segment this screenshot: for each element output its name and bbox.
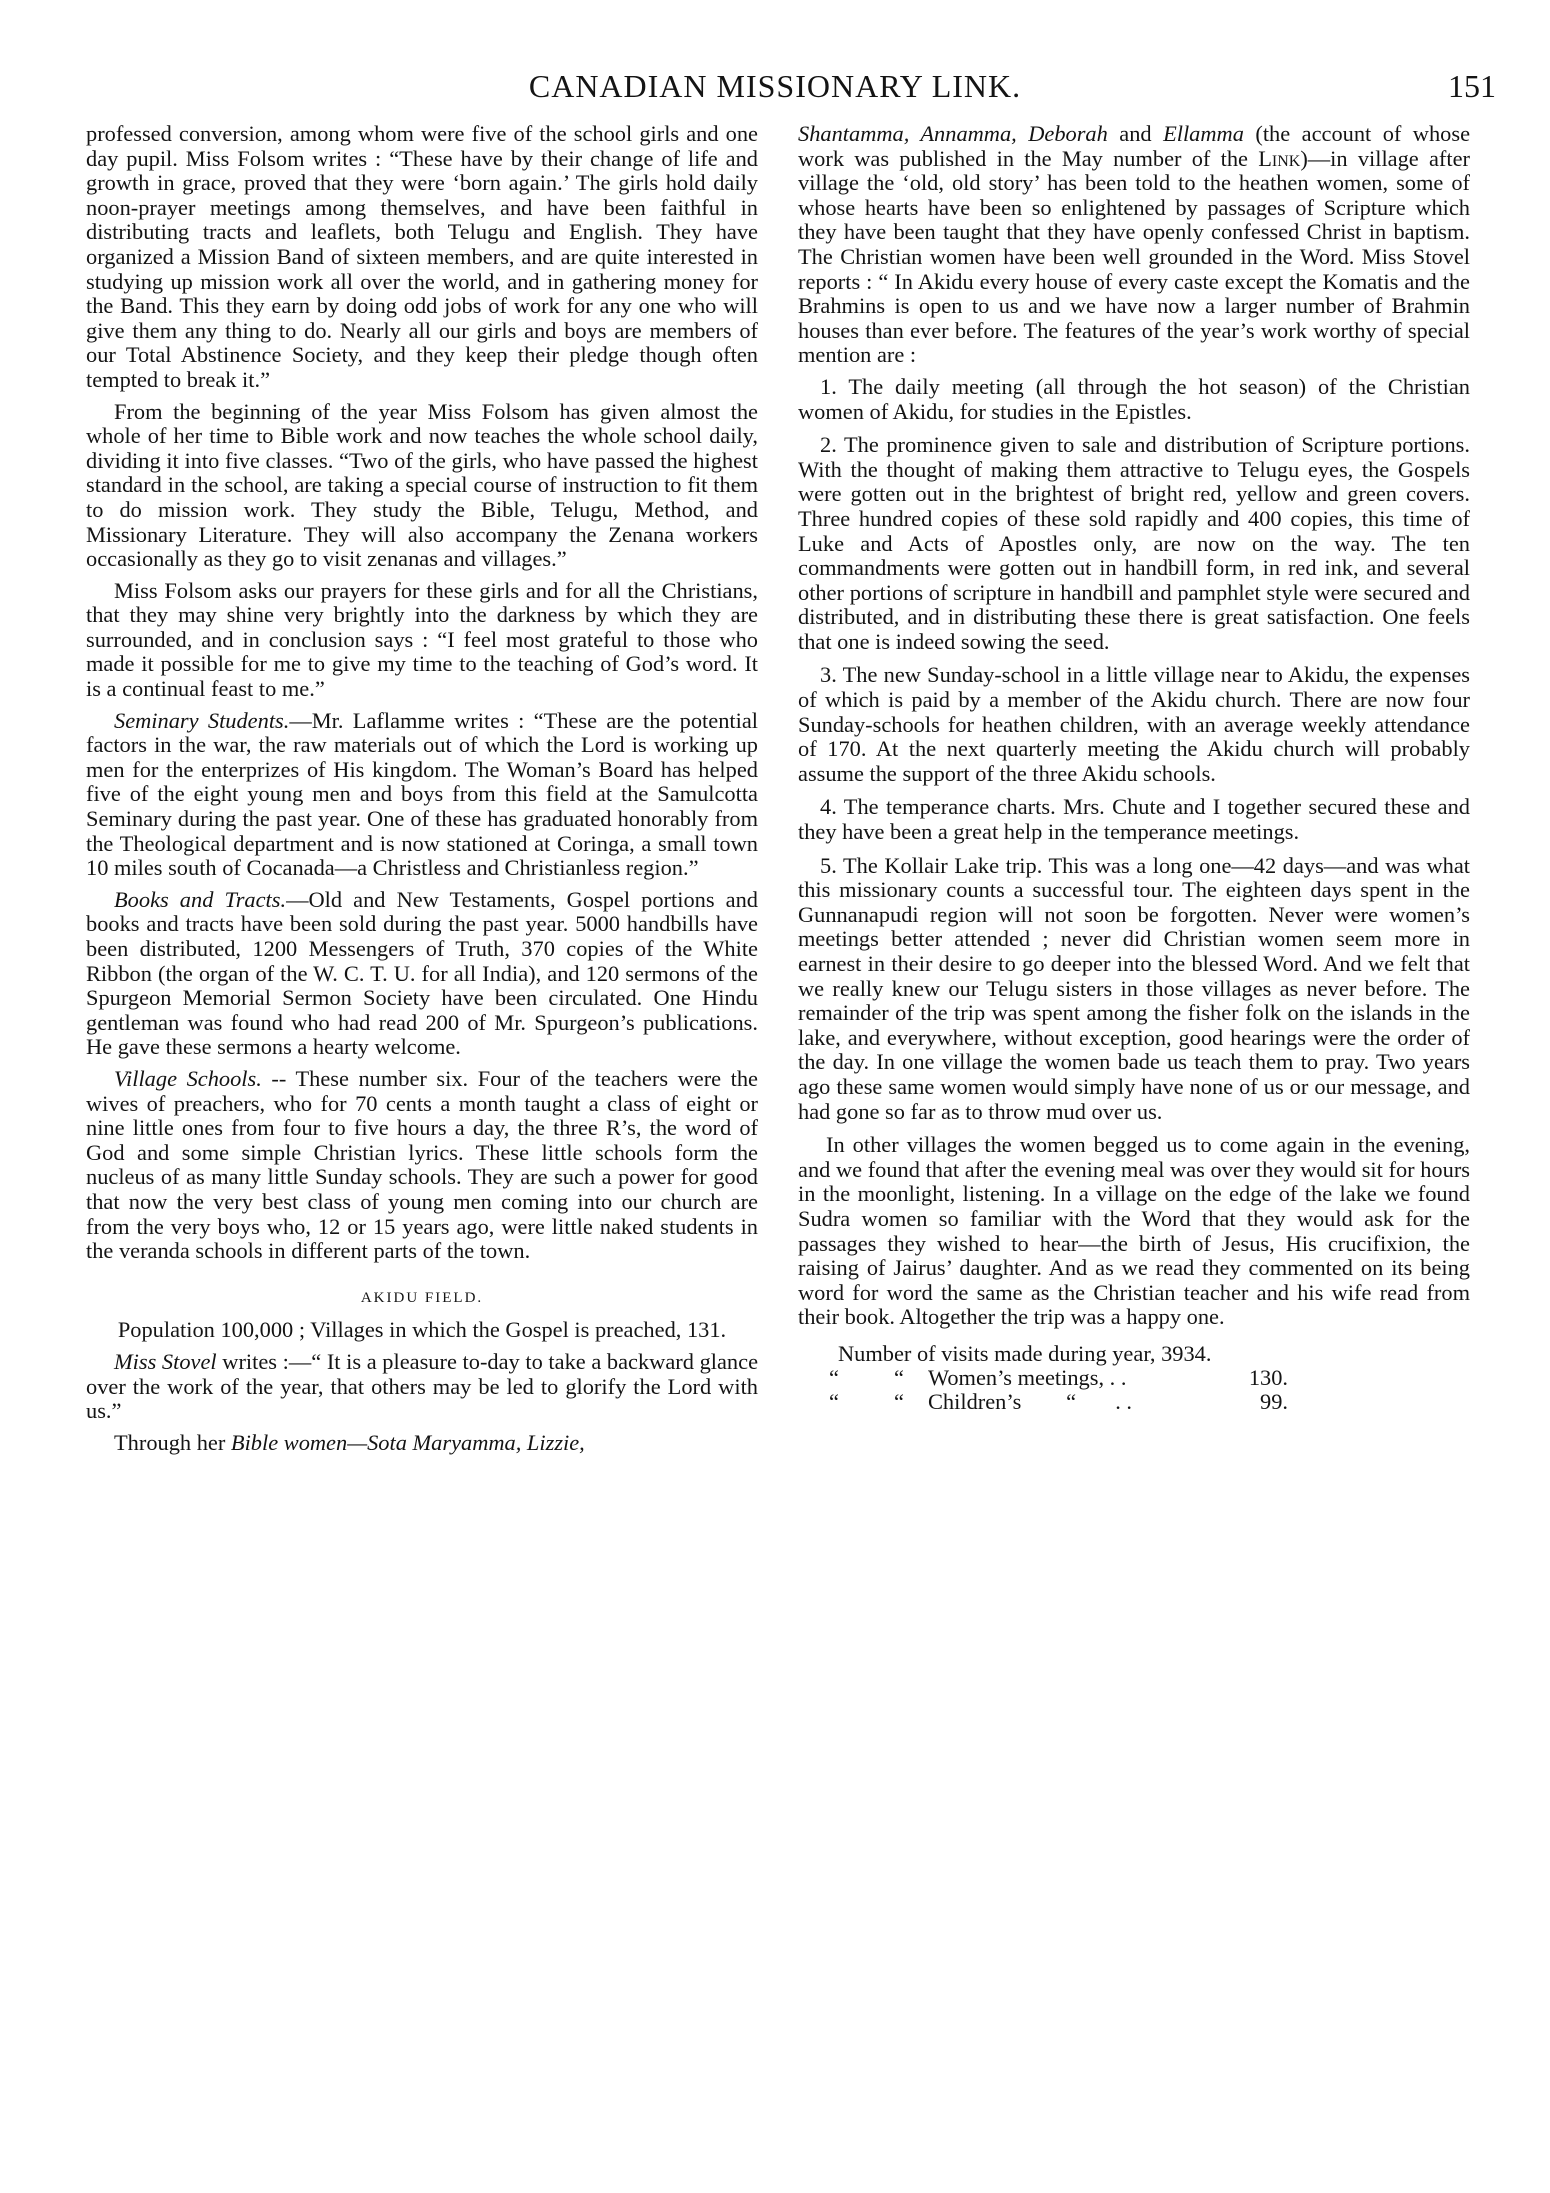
paragraph-text: and: [1107, 121, 1164, 146]
ditto-mark: “: [894, 1388, 904, 1414]
run-in-heading: Books and Tracts.: [114, 886, 287, 912]
right-column: [798, 122, 1470, 1414]
paragraph-text: —Old and New Testaments, Gospel portions and books and tracts have been sold during the past year. 5000 handbills have been distributed, 1200 Messengers of Truth, 370 copies of the White Ribbon (the organ of the W. C. T. U. for all India), and 120 sermons of the Spurgeon Memorial Sermon Society have been circulated. One Hindu gentleman was found who had read 200 of Mr. Spurgeon’s publications. He gave these sermons a hearty welcome.: [86, 886, 758, 1060]
page-number: 151: [1448, 68, 1496, 104]
stats-label: Children’s “ . .: [928, 1388, 1132, 1414]
stats-value: 99.: [1260, 1388, 1288, 1414]
paragraph: [86, 709, 758, 881]
paragraph-text: —Mr. Laflamme writes : “These are the potential factors in the war, the raw materials out of which the Lord is working up men for the enterprizes of His kingdom. The Woman’s Board has helped five of the eight young men and boys from this field at the Samulcotta Seminary during the past year. One of these has graduated honorably from the Theological department and is now stationed at Coringa, a small town 10 miles south of Cocanada—a Christless and Christianless region.”: [86, 707, 758, 881]
stats-row: [798, 1390, 1470, 1414]
section-heading: AKIDU FIELD.: [360, 1289, 484, 1306]
stats-value: 130.: [1248, 1364, 1288, 1390]
run-in-heading: Village Schools.: [114, 1065, 262, 1091]
list-item: 5. The Kollair Lake trip. This was a long one—42 days—and was what this missionary counts a successful tour. The eighteen days spent in the Gunnanapudi region will not soon be forgotten. Never were women’s meetings better attended ; never did Christian women seem more in earnest in their desire to go deeper into the blessed Word. And we felt that we really knew our Telugu sisters in those villages as never before. The remainder of the trip was spent among the fisher folk on the islands in the lake, and everywhere, without exception, good hearings were the order of the day. In one village the women bade us teach them to pray. Two years ago these same women would simply have none of us or our message, and had gone so far as to throw mud over us.: [798, 852, 1470, 1124]
visit-statistics: [798, 1342, 1470, 1414]
list-item: 2. The prominence given to sale and distribution of Scripture portions. With the thought of making them attractive to Telugu eyes, the Gospels were gotten out in the brightest of bright red, yellow and green covers. Three hundred copies of these sold rapidly and 400 copies, this time of Luke and Acts of Apostles only, are now on the way. The ten commandments were gotten out in handbill form, in red ink, and several other portions of scripture in handbill and pamphlet style were secured and distributed, and in distributing these there is great satisfaction. One feels that one is indeed sowing the seed.: [798, 432, 1470, 654]
paragraph: [86, 1431, 758, 1456]
link-title: Link: [1258, 145, 1301, 171]
list-item: 3. The new Sunday-school in a little village near to Akidu, the expenses of which is paid by a member of the Akidu church. There are now four Sunday-schools for heathen children, with an average weekly attendance of 170. At the next quarterly meeting the Akidu church will probably assume the support of the three Akidu schools.: [798, 662, 1470, 786]
run-in-heading: Seminary Students.: [114, 707, 290, 733]
run-in-name: Miss Stovel: [114, 1348, 217, 1374]
paragraph: [798, 122, 1470, 368]
population-line: Population 100,000 ; Villages in which the Gospel is preached, 131.: [117, 1317, 727, 1343]
paragraph-text: )—in village after village the ‘old, old story’ has been told to the heathen women, some of whose hearts have been so enlightened by passages of Scripture which they have been taught that they have openly confessed Christ in baptism. The Christian women have been well grounded in the Word. Miss Stovel reports : “ In Akidu every house of every caste except the Komatis and the Brahmins is open to us and we have now a larger number of Brahmin houses than ever before. The features of the year’s work worthy of special mention are :: [798, 145, 1470, 368]
paragraph: Miss Folsom asks our prayers for these girls and for all the Christians, that they may shine very brightly into the darkness by which they are surrounded, and in conclusion says : “I feel most grateful to those who made it possible for me to give my time to the teaching of God’s word. It is a continual feast to me.”: [86, 577, 758, 702]
stats-label: Women’s meetings, . .: [928, 1364, 1127, 1390]
stats-row: [798, 1366, 1470, 1390]
paragraph: [86, 888, 758, 1060]
ditto-mark: “: [829, 1364, 839, 1390]
left-column: [86, 122, 758, 1462]
italic-text: Bible women—Sota Maryamma, Lizzie,: [230, 1429, 585, 1455]
paragraph-text: Through her: [114, 1429, 231, 1455]
ditto-mark: “: [829, 1388, 839, 1414]
italic-text: Shantamma, Annamma, Deborah: [798, 121, 1108, 146]
paragraph: In other villages the women begged us to come again in the evening, and we found that after the evening meal was over they would sit for hours in the moonlight, listening. In a village on the edge of the lake we found Sudra women so familiar with the Word that they would ask for the passages they wished to hear—the birth of Jesus, His crucifixion, the raising of Jairus’ daughter. And as we read they commented on its being word for word the same as the Christian teacher and his wife read from their book. Altogether the trip was a happy one.: [798, 1132, 1470, 1330]
running-title: CANADIAN MISSIONARY LINK.: [528, 68, 1022, 104]
paragraph: professed conversion, among whom were five of the school girls and one day pupil. Miss Folsom writes : “These have by their change of life and growth in grace, proved that they were ‘born again.’ The girls hold daily noon-prayer meetings among themselves, and have been faithful in distributing tracts and leaflets, both Telugu and English. They have organized a Mission Band of sixteen members, and are quite interested in studying up mission work all over the world, and in gathering money for the Band. This they earn by doing odd jobs of work for any one who will give them any thing to do. Nearly all our girls and boys are members of our Total Abstinence Society, and they keep their pledge though often tempted to break it.”: [86, 121, 758, 392]
italic-text: Ellamma: [1163, 121, 1244, 146]
paragraph-text: (the account of whose work was published in the May number of the: [798, 121, 1471, 171]
paragraph: [86, 1350, 758, 1424]
paragraph: [86, 1067, 758, 1264]
list-item: 1. The daily meeting (all through the hot season) of the Christian women of Akidu, for studies in the Epistles.: [798, 373, 1470, 424]
ditto-mark: “: [894, 1364, 904, 1390]
paragraph-text: -- These number six. Four of the teachers were the wives of preachers, who for 70 cents a month taught a class of eight or nine little ones from four to five hours a day, the three R’s, the word of God and some simple Christian lyrics. These little schools form the nucleus of as many little Sunday schools. They are such a power for good that now the very best class of young men coming into our church are from the very boys who, 12 or 15 years ago, were little naked students in the veranda schools in different parts of the town.: [86, 1065, 759, 1264]
paragraph-text: writes :—“ It is a pleasure to-day to take a backward glance over the work of the year, that others may be led to glorify the Lord with us.”: [86, 1348, 759, 1424]
list-item: 4. The temperance charts. Mrs. Chute and I together secured these and they have been a great help in the temperance meetings.: [798, 794, 1470, 845]
stats-row: Number of visits made during year, 3934.: [838, 1340, 1212, 1366]
paragraph: From the beginning of the year Miss Folsom has given almost the whole of her time to Bible work and now teaches the whole school daily, dividing it into five classes. “Two of the girls, who have passed the highest standard in the school, are taking a special course of instruction to fit them to do mission work. They study the Bible, Telugu, Method, and Missionary Literature. They will also accompany the Zenana workers occasionally as they go to visit zenanas and villages.”: [86, 398, 758, 572]
